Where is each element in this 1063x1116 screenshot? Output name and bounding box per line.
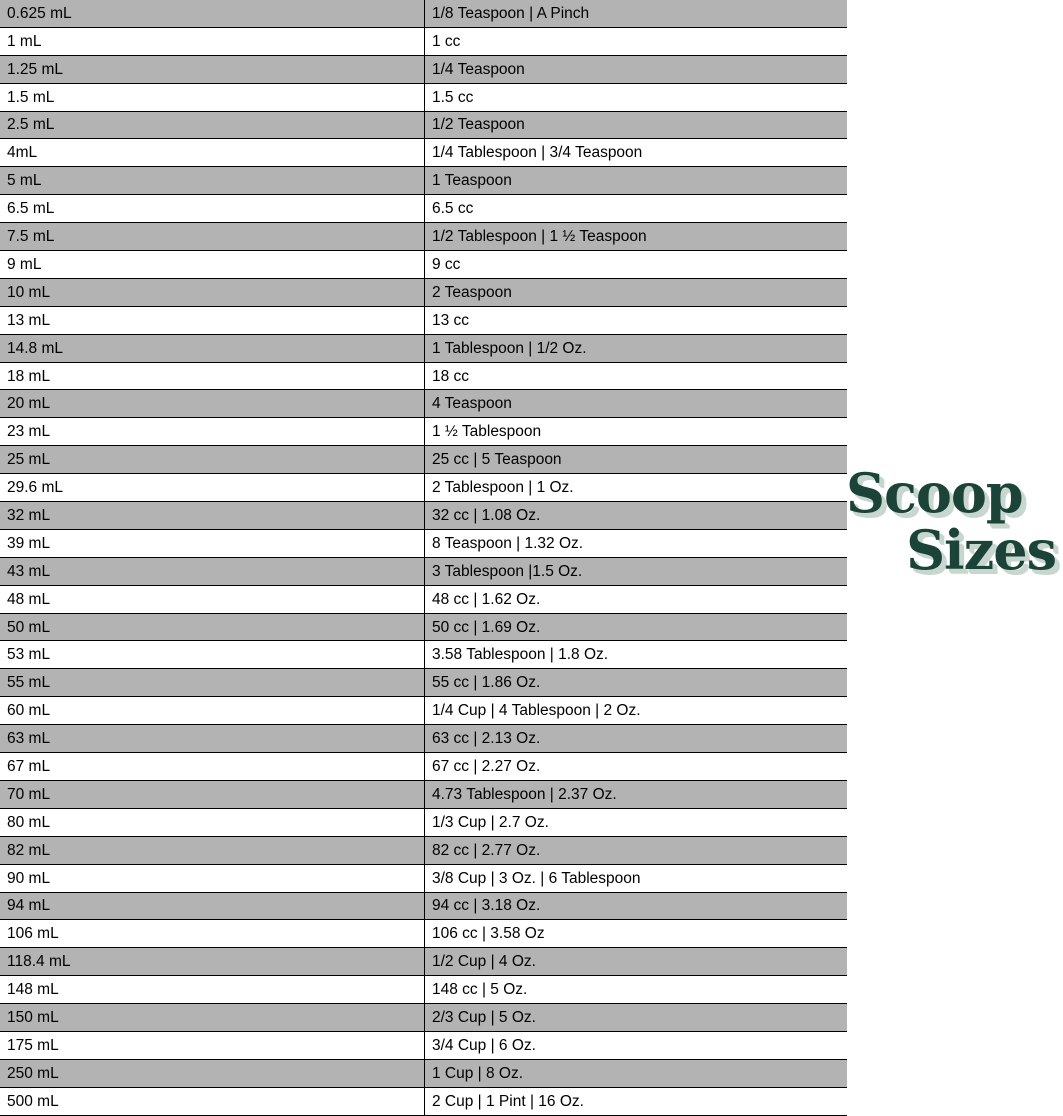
cell-equivalent: 2 Teaspoon bbox=[425, 278, 848, 306]
cell-volume-ml: 67 mL bbox=[0, 753, 425, 781]
cell-volume-ml: 2.5 mL bbox=[0, 111, 425, 139]
table-row bbox=[0, 223, 847, 251]
cell-equivalent: 1 Tablespoon | 1/2 Oz. bbox=[425, 334, 848, 362]
cell-equivalent: 63 cc | 2.13 Oz. bbox=[425, 725, 848, 753]
cell-volume-ml: 94 mL bbox=[0, 892, 425, 920]
table-row bbox=[0, 111, 847, 139]
cell-volume-ml: 50 mL bbox=[0, 613, 425, 641]
cell-equivalent: 1/4 Tablespoon | 3/4 Teaspoon bbox=[425, 139, 848, 167]
table-row bbox=[0, 83, 847, 111]
cell-volume-ml: 106 mL bbox=[0, 920, 425, 948]
table-row bbox=[0, 1031, 847, 1059]
cell-volume-ml: 29.6 mL bbox=[0, 474, 425, 502]
table-row bbox=[0, 864, 847, 892]
table-row bbox=[0, 418, 847, 446]
cell-volume-ml: 175 mL bbox=[0, 1031, 425, 1059]
table-row bbox=[0, 780, 847, 808]
cell-equivalent: 55 cc | 1.86 Oz. bbox=[425, 669, 848, 697]
cell-volume-ml: 7.5 mL bbox=[0, 223, 425, 251]
cell-equivalent: 1/4 Cup | 4 Tablespoon | 2 Oz. bbox=[425, 697, 848, 725]
table-row bbox=[0, 446, 847, 474]
cell-volume-ml: 13 mL bbox=[0, 306, 425, 334]
cell-equivalent: 4 Teaspoon bbox=[425, 390, 848, 418]
cell-volume-ml: 32 mL bbox=[0, 502, 425, 530]
cell-volume-ml: 0.625 mL bbox=[0, 0, 425, 27]
cell-volume-ml: 150 mL bbox=[0, 1004, 425, 1032]
table-row bbox=[0, 55, 847, 83]
table-row bbox=[0, 390, 847, 418]
cell-equivalent: 67 cc | 2.27 Oz. bbox=[425, 753, 848, 781]
cell-volume-ml: 5 mL bbox=[0, 167, 425, 195]
cell-volume-ml: 20 mL bbox=[0, 390, 425, 418]
cell-equivalent: 3.58 Tablespoon | 1.8 Oz. bbox=[425, 641, 848, 669]
table-row bbox=[0, 669, 847, 697]
cell-equivalent: 9 cc bbox=[425, 251, 848, 279]
cell-volume-ml: 4mL bbox=[0, 139, 425, 167]
cell-volume-ml: 43 mL bbox=[0, 557, 425, 585]
table-row bbox=[0, 474, 847, 502]
table-row bbox=[0, 641, 847, 669]
cell-equivalent: 148 cc | 5 Oz. bbox=[425, 976, 848, 1004]
cell-volume-ml: 9 mL bbox=[0, 251, 425, 279]
table-row bbox=[0, 529, 847, 557]
table-row bbox=[0, 334, 847, 362]
cell-equivalent: 1 Teaspoon bbox=[425, 167, 848, 195]
cell-volume-ml: 70 mL bbox=[0, 780, 425, 808]
cell-equivalent: 1/2 Teaspoon bbox=[425, 111, 848, 139]
cell-equivalent: 1/4 Teaspoon bbox=[425, 55, 848, 83]
cell-volume-ml: 14.8 mL bbox=[0, 334, 425, 362]
table-row bbox=[0, 1004, 847, 1032]
cell-equivalent: 4.73 Tablespoon | 2.37 Oz. bbox=[425, 780, 848, 808]
cell-equivalent: 3/8 Cup | 3 Oz. | 6 Tablespoon bbox=[425, 864, 848, 892]
cell-volume-ml: 80 mL bbox=[0, 808, 425, 836]
table-row bbox=[0, 502, 847, 530]
table-row bbox=[0, 139, 847, 167]
cell-equivalent: 1/8 Teaspoon | A Pinch bbox=[425, 0, 848, 27]
cell-equivalent: 13 cc bbox=[425, 306, 848, 334]
cell-equivalent: 48 cc | 1.62 Oz. bbox=[425, 585, 848, 613]
table-row bbox=[0, 1059, 847, 1087]
cell-equivalent: 2/3 Cup | 5 Oz. bbox=[425, 1004, 848, 1032]
table-row bbox=[0, 167, 847, 195]
table-row bbox=[0, 697, 847, 725]
cell-equivalent: 25 cc | 5 Teaspoon bbox=[425, 446, 848, 474]
table-row bbox=[0, 920, 847, 948]
cell-equivalent: 1 Cup | 8 Oz. bbox=[425, 1059, 848, 1087]
table-row bbox=[0, 1087, 847, 1115]
cell-volume-ml: 25 mL bbox=[0, 446, 425, 474]
table-row bbox=[0, 362, 847, 390]
cell-equivalent: 1.5 cc bbox=[425, 83, 848, 111]
cell-equivalent: 1/3 Cup | 2.7 Oz. bbox=[425, 808, 848, 836]
cell-volume-ml: 53 mL bbox=[0, 641, 425, 669]
cell-equivalent: 18 cc bbox=[425, 362, 848, 390]
table-row bbox=[0, 0, 847, 27]
table-row bbox=[0, 557, 847, 585]
cell-volume-ml: 39 mL bbox=[0, 529, 425, 557]
cell-equivalent: 1 ½ Tablespoon bbox=[425, 418, 848, 446]
cell-volume-ml: 23 mL bbox=[0, 418, 425, 446]
cell-equivalent: 2 Cup | 1 Pint | 16 Oz. bbox=[425, 1087, 848, 1115]
cell-equivalent: 6.5 cc bbox=[425, 195, 848, 223]
table-row bbox=[0, 948, 847, 976]
table-row bbox=[0, 613, 847, 641]
page-title-line-1: Scoop bbox=[846, 461, 1023, 525]
table-row bbox=[0, 27, 847, 55]
cell-volume-ml: 250 mL bbox=[0, 1059, 425, 1087]
table-row bbox=[0, 585, 847, 613]
cell-volume-ml: 18 mL bbox=[0, 362, 425, 390]
table-row bbox=[0, 808, 847, 836]
cell-equivalent: 32 cc | 1.08 Oz. bbox=[425, 502, 848, 530]
table-row bbox=[0, 892, 847, 920]
cell-volume-ml: 1.5 mL bbox=[0, 83, 425, 111]
cell-volume-ml: 82 mL bbox=[0, 836, 425, 864]
cell-volume-ml: 118.4 mL bbox=[0, 948, 425, 976]
page-title bbox=[846, 461, 1056, 603]
cell-volume-ml: 500 mL bbox=[0, 1087, 425, 1115]
table-row bbox=[0, 306, 847, 334]
cell-equivalent: 94 cc | 3.18 Oz. bbox=[425, 892, 848, 920]
cell-volume-ml: 148 mL bbox=[0, 976, 425, 1004]
cell-equivalent: 3/4 Cup | 6 Oz. bbox=[425, 1031, 848, 1059]
cell-volume-ml: 1.25 mL bbox=[0, 55, 425, 83]
cell-volume-ml: 6.5 mL bbox=[0, 195, 425, 223]
cell-equivalent: 82 cc | 2.77 Oz. bbox=[425, 836, 848, 864]
cell-volume-ml: 90 mL bbox=[0, 864, 425, 892]
table-row bbox=[0, 753, 847, 781]
table-row bbox=[0, 251, 847, 279]
cell-equivalent: 1/2 Tablespoon | 1 ½ Teaspoon bbox=[425, 223, 848, 251]
cell-volume-ml: 48 mL bbox=[0, 585, 425, 613]
cell-volume-ml: 55 mL bbox=[0, 669, 425, 697]
cell-volume-ml: 1 mL bbox=[0, 27, 425, 55]
cell-equivalent: 1/2 Cup | 4 Oz. bbox=[425, 948, 848, 976]
table-row bbox=[0, 278, 847, 306]
table-row bbox=[0, 195, 847, 223]
table-row bbox=[0, 725, 847, 753]
cell-equivalent: 2 Tablespoon | 1 Oz. bbox=[425, 474, 848, 502]
page-title-line-2: Sizes bbox=[906, 518, 1056, 583]
cell-volume-ml: 63 mL bbox=[0, 725, 425, 753]
cell-equivalent: 3 Tablespoon |1.5 Oz. bbox=[425, 557, 848, 585]
cell-volume-ml: 10 mL bbox=[0, 278, 425, 306]
cell-equivalent: 8 Teaspoon | 1.32 Oz. bbox=[425, 529, 848, 557]
cell-equivalent: 106 cc | 3.58 Oz bbox=[425, 920, 848, 948]
cell-volume-ml: 60 mL bbox=[0, 697, 425, 725]
table-row bbox=[0, 836, 847, 864]
table-row bbox=[0, 976, 847, 1004]
cell-equivalent: 1 cc bbox=[425, 27, 848, 55]
cell-equivalent: 50 cc | 1.69 Oz. bbox=[425, 613, 848, 641]
